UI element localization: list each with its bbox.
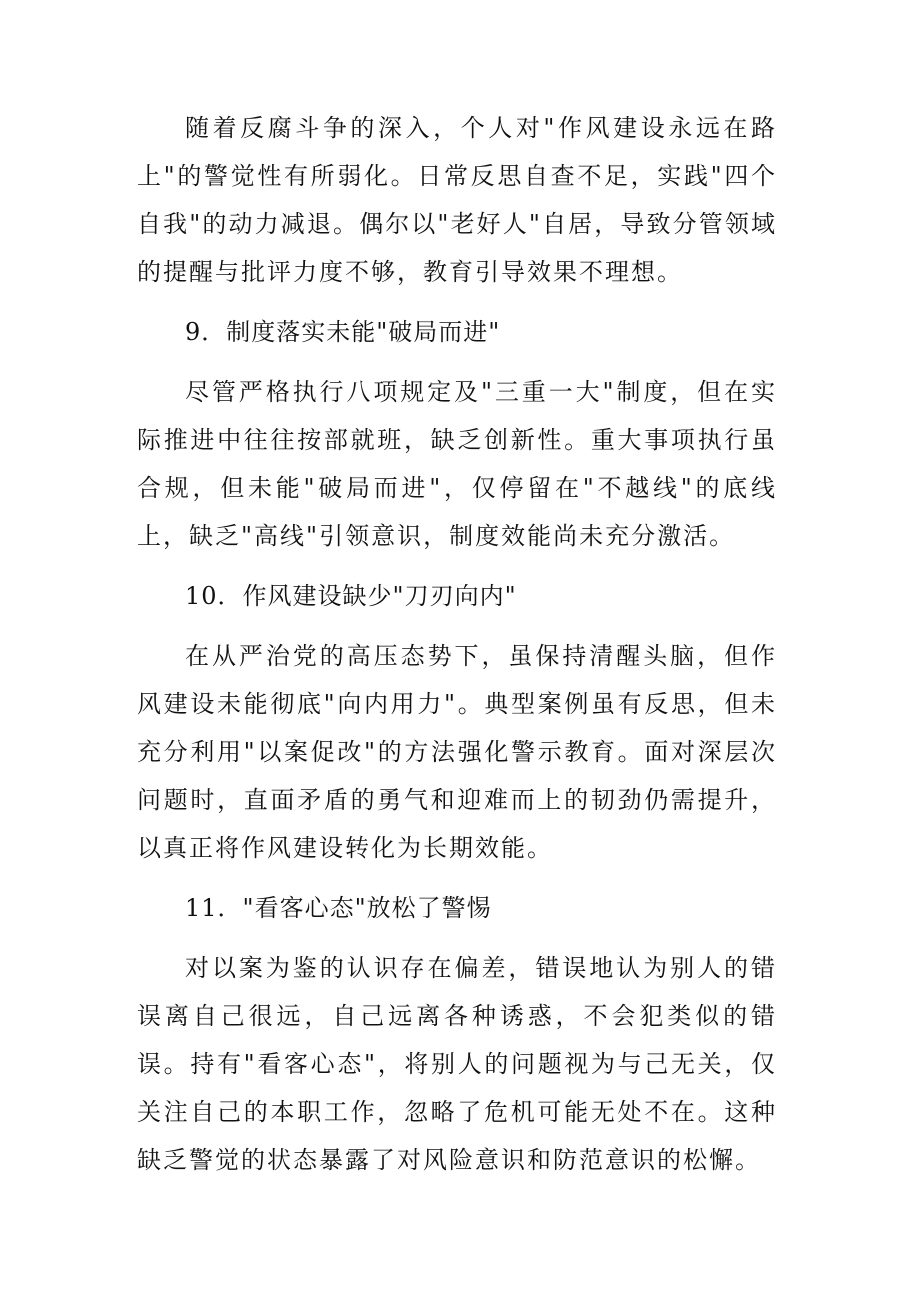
section-heading-9: 9．制度落实未能"破局而进" bbox=[185, 318, 501, 346]
paragraph-vigilance: 随着反腐斗争的深入，个人对"作风建设永远在路上"的警觉性有所弱化。日常反思自查不足，实践"四个自我"的动力减退。偶尔以"老好人"自居，导致分管领域的提醒与批评力度不够，教育引导效果不理想。 bbox=[137, 114, 777, 286]
section-heading-11: 11．"看客心态"放松了警惕 bbox=[185, 894, 492, 922]
paragraph-institution: 尽管严格执行八项规定及"三重一大"制度，但在实际推进中往往按部就班，缺乏创新性。重大事项执行虽合规，但未能"破局而进"，仅停留在"不越线"的底线上，缺乏"高线"引领意识，制度效能尚未充分激活。 bbox=[137, 378, 777, 550]
section-heading-10: 10．作风建设缺少"刀刃向内" bbox=[185, 582, 517, 610]
paragraph-style-building: 在从严治党的高压态势下，虽保持清醒头脑，但作风建设未能彻底"向内用力"。典型案例虽有反思，但未充分利用"以案促改"的方法强化警示教育。面对深层次问题时，直面矛盾的勇气和迎难而上的韧劲仍需提升，以真正将作风建设转化为长期效能。 bbox=[137, 642, 777, 862]
paragraph-onlooker: 对以案为鉴的认识存在偏差，错误地认为别人的错误离自己很远，自己远离各种诱惑，不会犯类似的错误。持有"看客心态"，将别人的问题视为与己无关，仅关注自己的本职工作，忽略了危机可能无处不在。这种缺乏警觉的状态暴露了对风险意识和防范意识的松懈。 bbox=[137, 954, 777, 1174]
document-body bbox=[137, 104, 777, 1196]
